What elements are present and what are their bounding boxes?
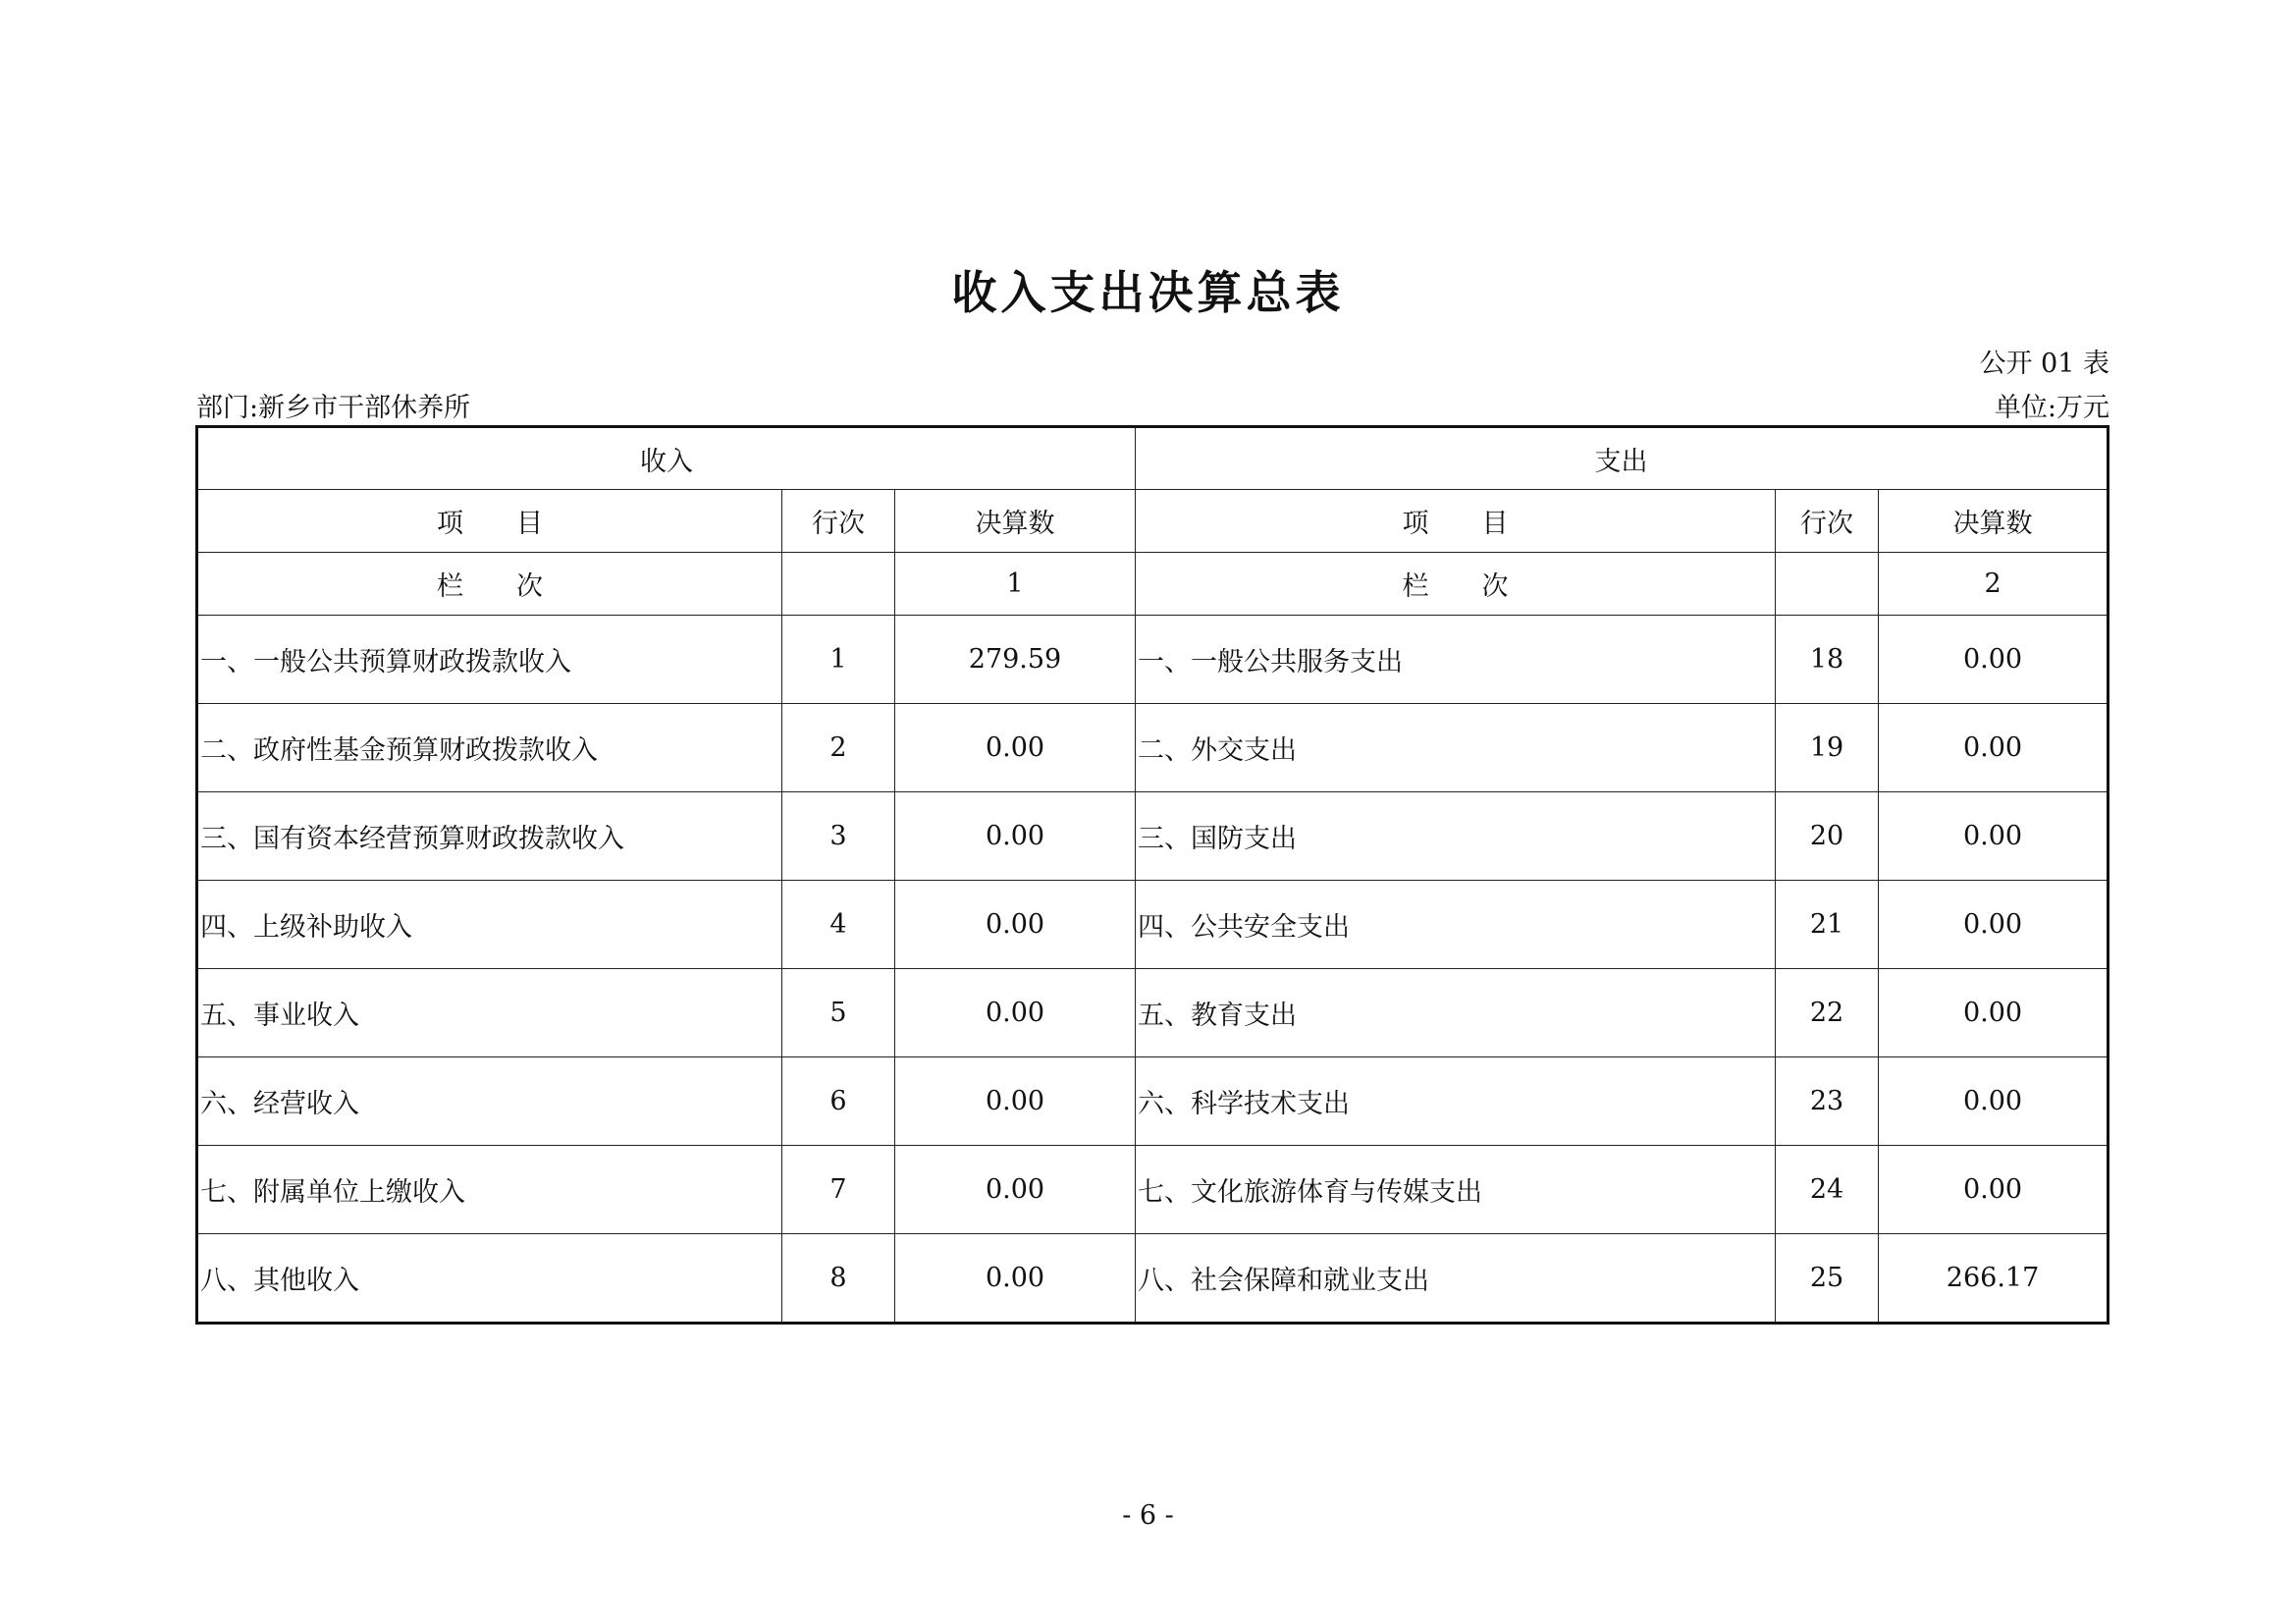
income-amount-cell: 279.59 — [895, 616, 1136, 704]
expense-amount-cell: 0.00 — [1879, 969, 2109, 1057]
income-column-label: 栏 次 — [197, 553, 782, 616]
income-line-cell: 5 — [782, 969, 895, 1057]
income-amount-cell: 0.00 — [895, 792, 1136, 881]
expense-item-cell: 八、社会保障和就业支出 — [1136, 1234, 1776, 1324]
income-line-cell: 7 — [782, 1146, 895, 1234]
expense-amount-header: 决算数 — [1879, 490, 2109, 553]
expense-line-cell: 20 — [1776, 792, 1879, 881]
income-line-header: 行次 — [782, 490, 895, 553]
income-line-blank — [782, 553, 895, 616]
income-amount-cell: 0.00 — [895, 1057, 1136, 1146]
form-number: 公开 01 表 — [1979, 349, 2109, 379]
expense-item-cell: 五、教育支出 — [1136, 969, 1776, 1057]
table-row — [197, 1146, 2109, 1234]
expense-amount-cell: 0.00 — [1879, 704, 2109, 792]
expense-item-cell: 六、科学技术支出 — [1136, 1057, 1776, 1146]
section-header-row — [197, 427, 2109, 490]
table-row — [197, 1234, 2109, 1324]
expense-line-cell: 21 — [1776, 881, 1879, 969]
expense-item-cell: 四、公共安全支出 — [1136, 881, 1776, 969]
table-row — [197, 969, 2109, 1057]
column-number-row — [197, 553, 2109, 616]
expense-amount-cell: 0.00 — [1879, 792, 2109, 881]
column-header-row — [197, 490, 2109, 553]
expense-item-cell: 一、一般公共服务支出 — [1136, 616, 1776, 704]
expense-line-cell: 25 — [1776, 1234, 1879, 1324]
income-line-cell: 3 — [782, 792, 895, 881]
income-item-cell: 七、附属单位上缴收入 — [197, 1146, 782, 1234]
unit-label: 单位:万元 — [1994, 393, 2109, 423]
income-amount-cell: 0.00 — [895, 881, 1136, 969]
table-row — [197, 1057, 2109, 1146]
income-section-header: 收入 — [197, 427, 1136, 490]
income-line-cell: 8 — [782, 1234, 895, 1324]
table-row — [197, 792, 2109, 881]
table-row — [197, 704, 2109, 792]
expense-line-cell: 24 — [1776, 1146, 1879, 1234]
income-amount-cell: 0.00 — [895, 1146, 1136, 1234]
income-expense-table — [195, 425, 2109, 1325]
income-item-cell: 一、一般公共预算财政拨款收入 — [197, 616, 782, 704]
income-line-cell: 1 — [782, 616, 895, 704]
page-number: - 6 - — [1122, 1500, 1174, 1531]
expense-amount-cell: 0.00 — [1879, 1057, 2109, 1146]
income-column-number: 1 — [895, 553, 1136, 616]
income-item-cell: 五、事业收入 — [197, 969, 782, 1057]
expense-item-cell: 二、外交支出 — [1136, 704, 1776, 792]
expense-line-header: 行次 — [1776, 490, 1879, 553]
expense-line-cell: 23 — [1776, 1057, 1879, 1146]
department-label: 部门:新乡市干部休养所 — [196, 393, 471, 423]
expense-item-cell: 三、国防支出 — [1136, 792, 1776, 881]
income-item-cell: 六、经营收入 — [197, 1057, 782, 1146]
expense-line-blank — [1776, 553, 1879, 616]
income-amount-cell: 0.00 — [895, 969, 1136, 1057]
expense-column-label: 栏 次 — [1136, 553, 1776, 616]
expense-amount-cell: 0.00 — [1879, 881, 2109, 969]
expense-item-cell: 七、文化旅游体育与传媒支出 — [1136, 1146, 1776, 1234]
income-item-header: 项 目 — [197, 490, 782, 553]
expense-section-header: 支出 — [1136, 427, 2109, 490]
income-line-cell: 4 — [782, 881, 895, 969]
document-title: 收入支出决算总表 — [951, 266, 1345, 319]
table-row — [197, 881, 2109, 969]
expense-line-cell: 22 — [1776, 969, 1879, 1057]
income-amount-header: 决算数 — [895, 490, 1136, 553]
income-item-cell: 四、上级补助收入 — [197, 881, 782, 969]
income-line-cell: 6 — [782, 1057, 895, 1146]
expense-amount-cell: 0.00 — [1879, 1146, 2109, 1234]
expense-amount-cell: 266.17 — [1879, 1234, 2109, 1324]
table-row — [197, 616, 2109, 704]
expense-column-number: 2 — [1879, 553, 2109, 616]
expense-line-cell: 18 — [1776, 616, 1879, 704]
income-amount-cell: 0.00 — [895, 704, 1136, 792]
income-item-cell: 三、国有资本经营预算财政拨款收入 — [197, 792, 782, 881]
expense-item-header: 项 目 — [1136, 490, 1776, 553]
income-line-cell: 2 — [782, 704, 895, 792]
income-amount-cell: 0.00 — [895, 1234, 1136, 1324]
income-item-cell: 二、政府性基金预算财政拨款收入 — [197, 704, 782, 792]
income-item-cell: 八、其他收入 — [197, 1234, 782, 1324]
expense-amount-cell: 0.00 — [1879, 616, 2109, 704]
expense-line-cell: 19 — [1776, 704, 1879, 792]
